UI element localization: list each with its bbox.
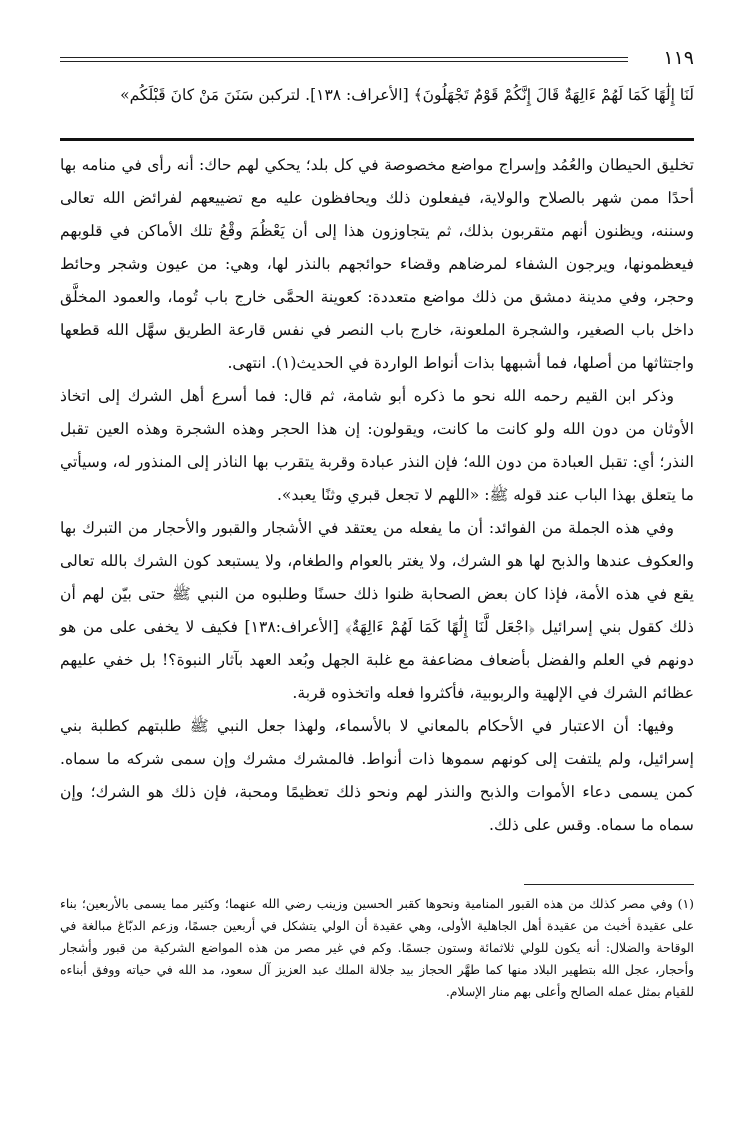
paragraph: تخليق الحيطان والعُمُد وإسراج مواضع مخصوصة في كل بلد؛ يحكي لهم حاك: أنه رأى في منامه بها أحدًا ممن شهر بالصلاح والولاية، فيفعلون ذلك ويحافظون عليه مع تضييعهم لفرائض الله تعالى وسننه، ويظنون أنهم متقربون بذلك، ثم يتجاوزون هذا إلى أن يَعْظُمَ وقْعُ تلك الأماكن في قلوبهم فيعظمونها، ويرجون الشفاء لمرضاهم وقضاء حوائجهم بالنذر لها، وهي: من عيون وشجر وحائط وحجر، وفي مدينة دمشق من ذلك مواضع متعددة: كعوينة الحمَّى خارج باب تُوما، والعمود المخلَّق داخل باب الصغير، والشجرة الملعونة، خارج باب النصر في نفس قارعة الطريق سهَّل الله قطعها واجتثاثها من أصلها، فما أشبهها بذات أنواط الواردة في الحديث(١). انتهى. — [60, 156, 694, 372]
header-rule — [60, 57, 628, 62]
footnote: (١) وفي مصر كذلك من هذه القبور المنامية ونحوها كقبر الحسين وزينب رضي الله عنهما؛ وكثير مما يسمى بالأربعين؛ بناء على عقيدة أخبث من عقيدة أهل الجاهلية الأولى، وهي عقيدة أن الولي يتشكل في أربعين جسمًا، وزعم الدبّاغ مبالغة في الوقاحة والضلال: أنه يكون للولي ثلاثمائة وستون جسمًا. وكم في غير مصر من هذه المواضع الشركية من قبور وأشجار وأحجار، عجل الله بتطهير البلاد منها كما طهَّر الحجاز بيد جلالة الملك عبد العزيز آل سعود، مد الله في حياته ووفق أبناءه للقيام بمثل عمله الصالح وأعلى بهم منار الإسلام. — [60, 896, 694, 999]
continued-verse-line: لَنَا إِلَٰهًا كَمَا لَهُمْ ءَالِهَةٌ قَالَ إِنَّكُمْ قَوْمٌ تَجْهَلُونَ﴾ [الأعراف: ١٣٨]. لتركبن سَنَنَ مَنْ كانَ قَبْلَكُم» — [120, 86, 694, 104]
footnote-divider — [524, 884, 694, 885]
paragraph: وذكر ابن القيم رحمه الله نحو ما ذكره أبو شامة، ثم قال: فما أسرع أهل الشرك إلى اتخاذ الأوثان من دون الله ولو كانت ما كانت، ويقولون: إن هذا الحجر وهذه الشجرة وهذه العين تقبل النذر؛ أي: تقبل العبادة من دون الله؛ فإن النذر عبادة وقربة يتقرب بها الناذر إلى المنذور له، وسيأتي ما يتعلق بهذا الباب عند قوله ﷺ: «اللهم لا تجعل قبري وثنًا يعبد». — [60, 387, 694, 504]
paragraph: وفيها: أن الاعتبار في الأحكام بالمعاني لا بالأسماء، ولهذا جعل النبي ﷺ طلبتهم كطلبة بني إسرائيل، ولم يلتفت إلى كونهم سموها ذات أنواط. فالمشرك مشرك وإن سمى شركه ما سماه. كمن يسمى دعاء الأموات والذبح والنذر لهم ونحو ذلك تعظيمًا ومحبة، فإن ذلك هو الشرك؛ وإن سماه ما سماه. وقس على ذلك. — [60, 717, 694, 834]
main-text — [60, 149, 694, 842]
book-page — [60, 44, 694, 1003]
page-header — [60, 44, 694, 78]
paragraph: وفي هذه الجملة من الفوائد: أن ما يفعله من يعتقد في الأشجار والقبور والأحجار من التبرك بها والعكوف عندها والذبح لها هو الشرك، ولا يغتر بالعوام والطغام، ولا يستبعد كون الشرك بالله تعالى يقع في هذه الأمة، فإذا كان بعض الصحابة ظنوا ذلك حسنًا وطلبوه من النبي ﷺ حتى بيّن لهم أن ذلك كقول بني إسرائيل ﴿اجْعَل لَّنَا إِلَٰهًا كَمَا لَهُمْ ءَالِهَةٌ﴾ [الأعراف:١٣٨] فكيف لا يخفى على من هو دونهم في العلم والفضل بأضعاف مضاعفة مع غلبة الجهل وبُعد العهد بآثار النبوة؟! بل خفي عليهم عظائم الشرك في الإلهية والربوبية، فأكثروا فعله واتخذوه قربة. — [60, 519, 694, 702]
page-number: ١١٩ — [663, 47, 694, 69]
footnotes — [60, 893, 694, 1003]
section-divider — [60, 138, 694, 141]
